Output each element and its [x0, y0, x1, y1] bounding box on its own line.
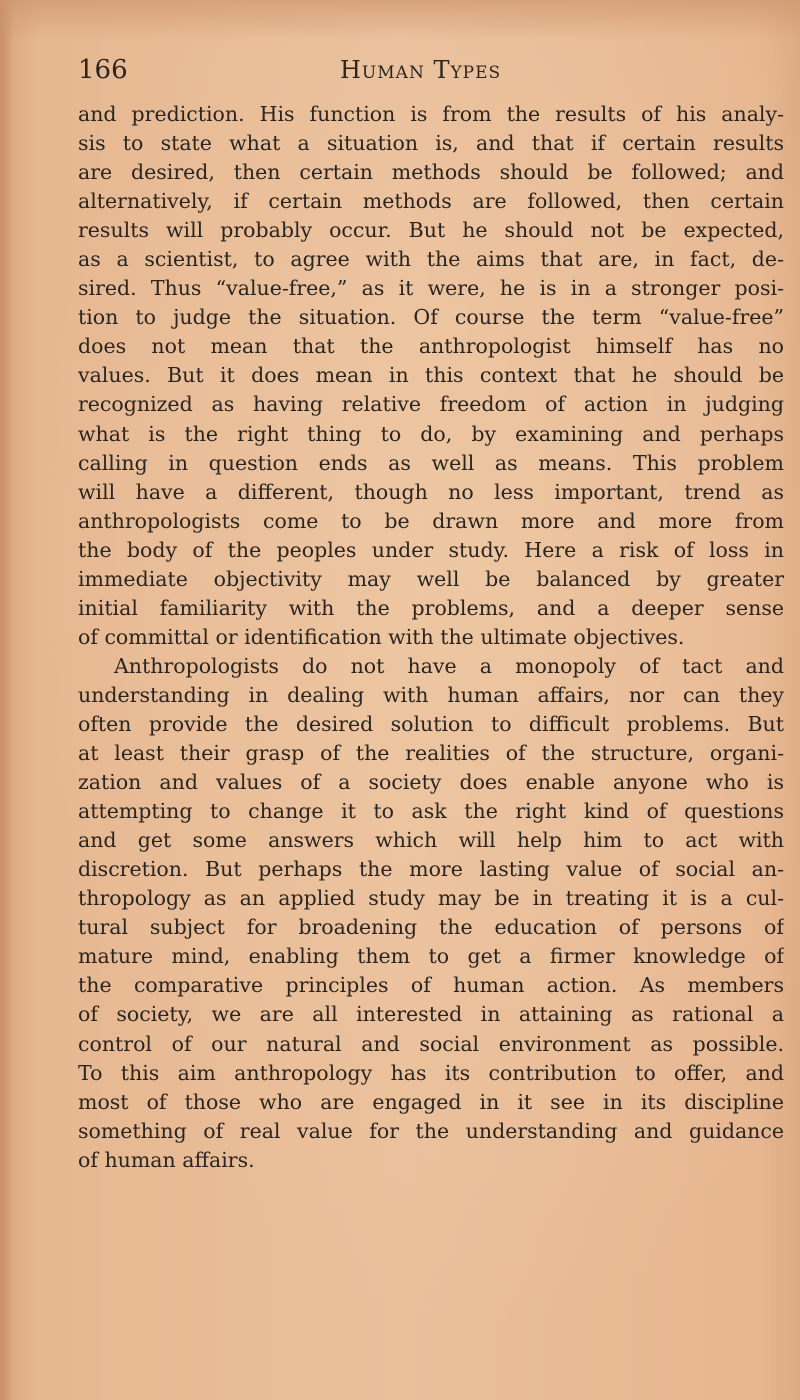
- text-line: calling in question ends as well as means. This problem: [78, 450, 784, 475]
- text-line: what is the right thing to do, by examining and perhaps: [78, 421, 784, 446]
- running-title: Human Types: [340, 56, 502, 84]
- text-line: and prediction. His function is from the results of his analy-: [78, 102, 784, 126]
- page-edge-shadow: [0, 0, 14, 1400]
- text-line: zation and values of a society does enable anyone who is: [78, 770, 784, 795]
- text-line: initial familiarity with the problems, and a deeper sense: [78, 595, 784, 620]
- text-line: will have a different, though no less important, trend as: [78, 479, 784, 504]
- text-line: as a scientist, to agree with the aims that are, in fact, de-: [78, 247, 784, 272]
- text-line: Anthropologists do not have a monopoly of tact and: [114, 653, 784, 678]
- text-line: values. But it does mean in this context that he should be: [78, 363, 784, 388]
- text-line: attempting to change it to ask the right kind of questions: [78, 799, 784, 824]
- text-line: of society, we are all interested in attaining as rational a: [78, 1002, 784, 1027]
- text-line: discretion. But perhaps the more lasting value of social an-: [78, 857, 784, 882]
- text-line: something of real value for the understanding and guidance: [78, 1118, 784, 1143]
- text-line: immediate objectivity may well be balanced by greater: [78, 566, 784, 591]
- text-line: sis to state what a situation is, and that if certain results: [78, 131, 784, 156]
- text-line: the comparative principles of human action. As members: [78, 973, 784, 998]
- text-line: tural subject for broadening the education of persons of: [78, 915, 784, 940]
- page-number: 166: [78, 55, 128, 85]
- text-line: understanding in dealing with human affairs, nor can they: [78, 682, 784, 707]
- text-line: sired. Thus “value-free,” as it were, he is in a stronger posi-: [78, 276, 784, 301]
- text-line: often provide the desired solution to difficult problems. But: [78, 711, 784, 736]
- text-line: thropology as an applied study may be in treating it is a cul-: [78, 886, 784, 911]
- text-line: of human affairs.: [78, 1147, 255, 1172]
- text-line: anthropologists come to be drawn more and more from: [78, 508, 784, 533]
- running-header: [78, 52, 778, 92]
- text-line: at least their grasp of the realities of the structure, organi-: [78, 741, 784, 766]
- text-line: results will probably occur. But he should not be expected,: [78, 218, 784, 243]
- text-line: are desired, then certain methods should be followed; and: [78, 160, 784, 185]
- page-top-shadow: [0, 0, 800, 40]
- text-line: tion to judge the situation. Of course the term “value-free”: [78, 305, 784, 330]
- text-line: the body of the peoples under study. Here a risk of loss in: [78, 537, 784, 562]
- text-line: and get some answers which will help him to act with: [78, 828, 784, 853]
- text-line: most of those who are engaged in it see in its discipline: [78, 1089, 784, 1114]
- text-line: alternatively, if certain methods are followed, then certain: [78, 189, 784, 214]
- text-line: of committal or identification with the ultimate objectives.: [78, 624, 685, 649]
- text-line: control of our natural and social environment as possible.: [78, 1031, 784, 1056]
- text-line: To this aim anthropology has its contribution to offer, and: [78, 1060, 784, 1085]
- text-line: mature mind, enabling them to get a firmer knowledge of: [78, 944, 784, 969]
- body-text: [78, 100, 784, 1175]
- text-line: recognized as having relative freedom of action in judging: [78, 392, 784, 417]
- text-line: does not mean that the anthropologist himself has no: [78, 334, 784, 359]
